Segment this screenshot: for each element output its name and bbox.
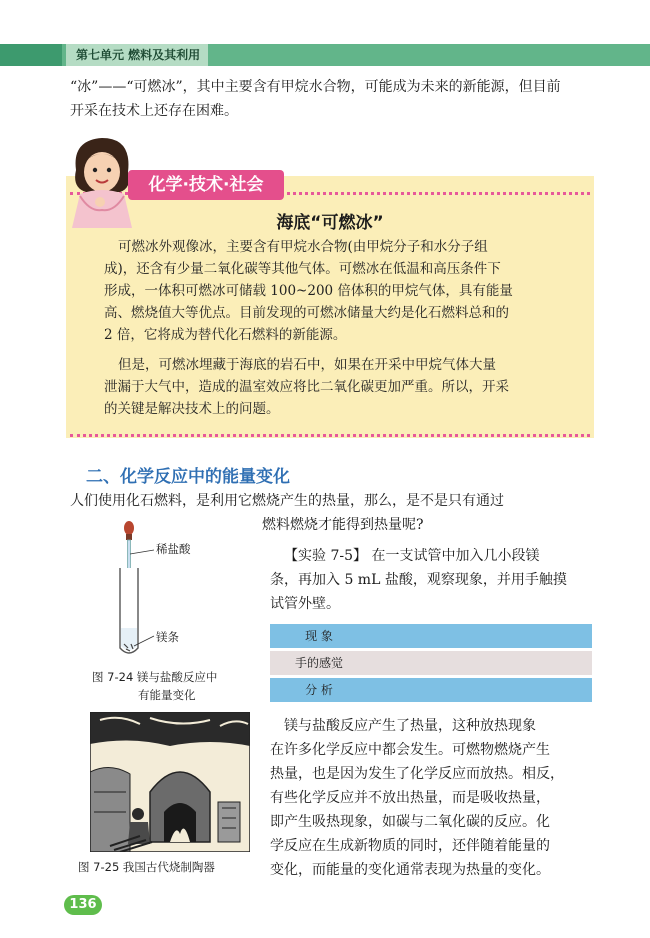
figure-24-caption-1: 图 7-24 镁与盐酸反应中 bbox=[92, 670, 218, 684]
feature-para-1 bbox=[104, 236, 574, 346]
section-label: 化学·技术·社会 bbox=[128, 170, 284, 200]
table-row bbox=[270, 651, 592, 675]
para1-line: 高、燃烧值大等优点。目前发现的可燃冰储量大约是化石燃料总和的 bbox=[104, 305, 509, 321]
body-line: 热量，也是因为发生了化学反应而放热。相反， bbox=[270, 766, 564, 782]
lead-line-1: 人们使用化石燃料，是利用它燃烧产生的热量，那么，是不是只有通过 bbox=[70, 493, 504, 509]
body-line: 即产生吸热现象，如碳与二氧化碳的反应。化 bbox=[270, 814, 550, 830]
para1-line: 2 倍，它将成为替代化石燃料的新能源。 bbox=[104, 327, 347, 343]
feature-para-2 bbox=[104, 354, 574, 420]
body-line: 有些化学反应并不放出热量，而是吸收热量， bbox=[270, 790, 550, 806]
observation-table bbox=[270, 624, 592, 702]
table-cell bbox=[368, 651, 592, 675]
intro-line-1: “冰”——“可燃冰”，其中主要含有甲烷水合物，可能成为未来的新能源，但目前 bbox=[70, 79, 561, 95]
unit-label: 第七单元 燃料及其利用 bbox=[66, 44, 208, 66]
feature-box-title: 海底“可燃冰” bbox=[276, 213, 384, 233]
table-row-label: 手的感觉 bbox=[270, 651, 368, 675]
para2-line: 的关键是解决技术上的问题。 bbox=[104, 401, 280, 417]
table-cell bbox=[368, 678, 592, 702]
experiment-line: 【实验 7-5】 在一支试管中加入几小段镁 bbox=[284, 548, 540, 564]
experiment-line: 条，再加入 5 mL 盐酸，观察现象，并用手触摸 bbox=[270, 572, 567, 588]
experiment-text bbox=[270, 544, 600, 616]
table-row bbox=[270, 678, 592, 702]
para2-line: 泄漏于大气中，造成的温室效应将比二氧化碳更加严重。所以，开采 bbox=[104, 379, 509, 395]
table-row-label: 现 象 bbox=[270, 624, 368, 648]
body-paragraph bbox=[270, 714, 600, 882]
intro-line-2: 开采在技术上还存在困难。 bbox=[70, 103, 238, 119]
para1-line: 成)，还含有少量二氧化碳等其他气体。可燃冰在低温和高压条件下 bbox=[104, 261, 501, 277]
para2-line: 但是，可燃冰埋藏于海底的岩石中，如果在开采中甲烷气体大量 bbox=[118, 357, 496, 373]
page-number: 136 bbox=[64, 895, 102, 915]
label-dilute-acid: 稀盐酸 bbox=[156, 542, 191, 556]
section-heading: 二、化学反应中的能量变化 bbox=[86, 467, 290, 487]
table-row bbox=[270, 624, 592, 648]
para1-line: 可燃冰外观像冰，主要含有甲烷水合物(由甲烷分子和水分子组 bbox=[118, 239, 488, 255]
body-line: 学反应在生成新物质的同时，还伴随着能量的 bbox=[270, 838, 550, 854]
feature-box-bottom-border bbox=[70, 434, 590, 441]
ancient-pottery-kiln-illustration bbox=[90, 712, 250, 852]
table-row-label: 分 析 bbox=[270, 678, 368, 702]
body-line: 镁与盐酸反应产生了热量，这种放热现象 bbox=[284, 718, 536, 734]
body-line: 在许多化学反应中都会发生。可燃物燃烧产生 bbox=[270, 742, 550, 758]
para1-line: 形成，一体积可燃冰可储载 100~200 倍体积的甲烷气体，具有能量 bbox=[104, 283, 513, 299]
body-line: 变化，而能量的变化通常表现为热量的变化。 bbox=[270, 862, 550, 878]
figure-24-caption-2: 有能量变化 bbox=[138, 688, 196, 702]
table-cell bbox=[368, 624, 592, 648]
label-magnesium: 镁条 bbox=[156, 630, 179, 644]
figure-25-caption: 图 7-25 我国古代烧制陶器 bbox=[78, 860, 215, 874]
experiment-line: 试管外壁。 bbox=[270, 596, 340, 612]
lead-line-2: 燃料燃烧才能得到热量呢? bbox=[262, 517, 424, 533]
